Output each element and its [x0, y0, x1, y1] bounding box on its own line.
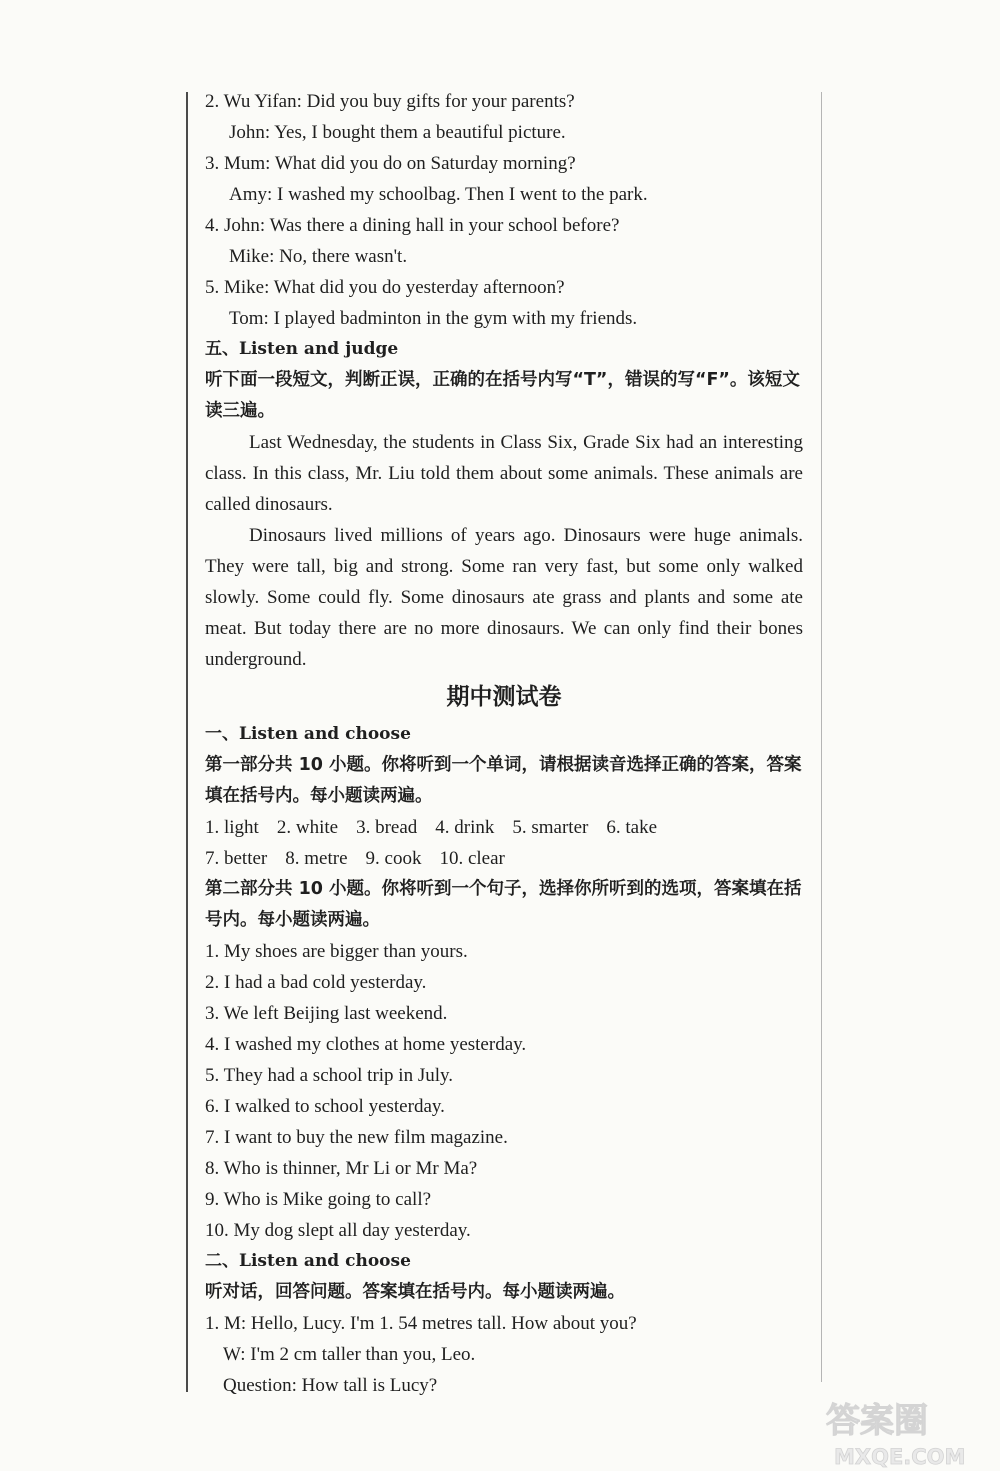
section-5-instruction: 听下面一段短文，判断正误，正确的在括号内写“T”，错误的写“F”。该短文读三遍。 — [205, 370, 800, 421]
section-5-heading: 五、Listen and judge — [205, 339, 399, 359]
dialogue-q1-w: W: I'm 2 cm taller than you, Leo. — [223, 1344, 476, 1365]
page-content — [205, 86, 803, 1401]
part-1-instruction: 第一部分共 10 小题。你将听到一个单词，请根据读音选择正确的答案，答案填在括号内。每小题读两遍。 — [205, 755, 802, 806]
midterm-section-1-heading: 一、Listen and choose — [205, 724, 411, 744]
passage-paragraph-2: Dinosaurs lived millions of years ago. Dinosaurs were huge animals. They were tall, big and strong. Some ran very fast, but some only walked slowly. Some could fly. Some dinosaurs ate grass and plants and some ate meat. But today there are no more dinosaurs. We can only find their bones underground. — [205, 525, 803, 670]
sentence-item: 3. We left Beijing last weekend. — [205, 1003, 448, 1024]
dialogue-5-question: 5. Mike: What did you do yesterday afternoon? — [205, 277, 565, 298]
sentence-item: 2. I had a bad cold yesterday. — [205, 972, 427, 993]
dialogue-4-answer: Mike: No, there wasn't. — [229, 246, 408, 267]
dialogue-q1-m: 1. M: Hello, Lucy. I'm 1. 54 metres tall. How about you? — [205, 1313, 637, 1334]
word-item: 5. smarter — [512, 817, 589, 838]
sentence-item: 5. They had a school trip in July. — [205, 1065, 454, 1086]
word-list-row-2 — [205, 843, 803, 874]
part-2-instruction: 第二部分共 10 小题。你将听到一个句子，选择你所听到的选项，答案填在括号内。每小题读两遍。 — [205, 879, 802, 930]
word-item: 7. better — [205, 848, 268, 869]
dialogue-5-answer: Tom: I played badminton in the gym with my friends. — [229, 308, 638, 329]
word-item: 9. cook — [365, 848, 422, 869]
sentence-item: 10. My dog slept all day yesterday. — [205, 1220, 471, 1241]
left-margin-rule — [186, 92, 188, 1392]
word-item: 6. take — [606, 817, 658, 838]
sentence-item: 9. Who is Mike going to call? — [205, 1189, 432, 1210]
word-item: 1. light — [205, 817, 259, 838]
word-item: 3. bread — [356, 817, 418, 838]
word-item: 10. clear — [439, 848, 505, 869]
word-item: 4. drink — [435, 817, 495, 838]
dialogue-3-answer: Amy: I washed my schoolbag. Then I went to the park. — [229, 184, 648, 205]
sentence-item: 4. I washed my clothes at home yesterday. — [205, 1034, 527, 1055]
dialogue-4-question: 4. John: Was there a dining hall in your school before? — [205, 215, 620, 236]
dialogue-3-question: 3. Mum: What did you do on Saturday morning? — [205, 153, 576, 174]
word-item: 2. white — [276, 817, 339, 838]
word-item: 8. metre — [285, 848, 348, 869]
site-watermark-logo — [818, 1392, 998, 1471]
watermark-url: MXQE.COM — [834, 1445, 966, 1469]
sentence-item: 6. I walked to school yesterday. — [205, 1096, 445, 1117]
word-list-row-1 — [205, 812, 803, 843]
right-margin-rule — [821, 92, 822, 1382]
sentence-item: 1. My shoes are bigger than yours. — [205, 941, 468, 962]
midterm-section-2-heading: 二、Listen and choose — [205, 1251, 411, 1271]
midterm-title: 期中测试卷 — [446, 684, 562, 710]
watermark-text: 答案圈 — [826, 1401, 928, 1441]
sentence-item: 8. Who is thinner, Mr Li or Mr Ma? — [205, 1158, 478, 1179]
passage-paragraph-1: Last Wednesday, the students in Class Six, Grade Six had an interesting class. In this class, Mr. Liu told them about some animals. These animals are called dinosaurs. — [205, 432, 803, 515]
dialogue-2-answer: John: Yes, I bought them a beautiful picture. — [229, 122, 566, 143]
section-2-instruction: 听对话，回答问题。答案填在括号内。每小题读两遍。 — [205, 1282, 625, 1302]
dialogue-2-question: 2. Wu Yifan: Did you buy gifts for your parents? — [205, 91, 575, 112]
sentence-item: 7. I want to buy the new film magazine. — [205, 1127, 508, 1148]
dialogue-q1-question: Question: How tall is Lucy? — [223, 1375, 438, 1396]
